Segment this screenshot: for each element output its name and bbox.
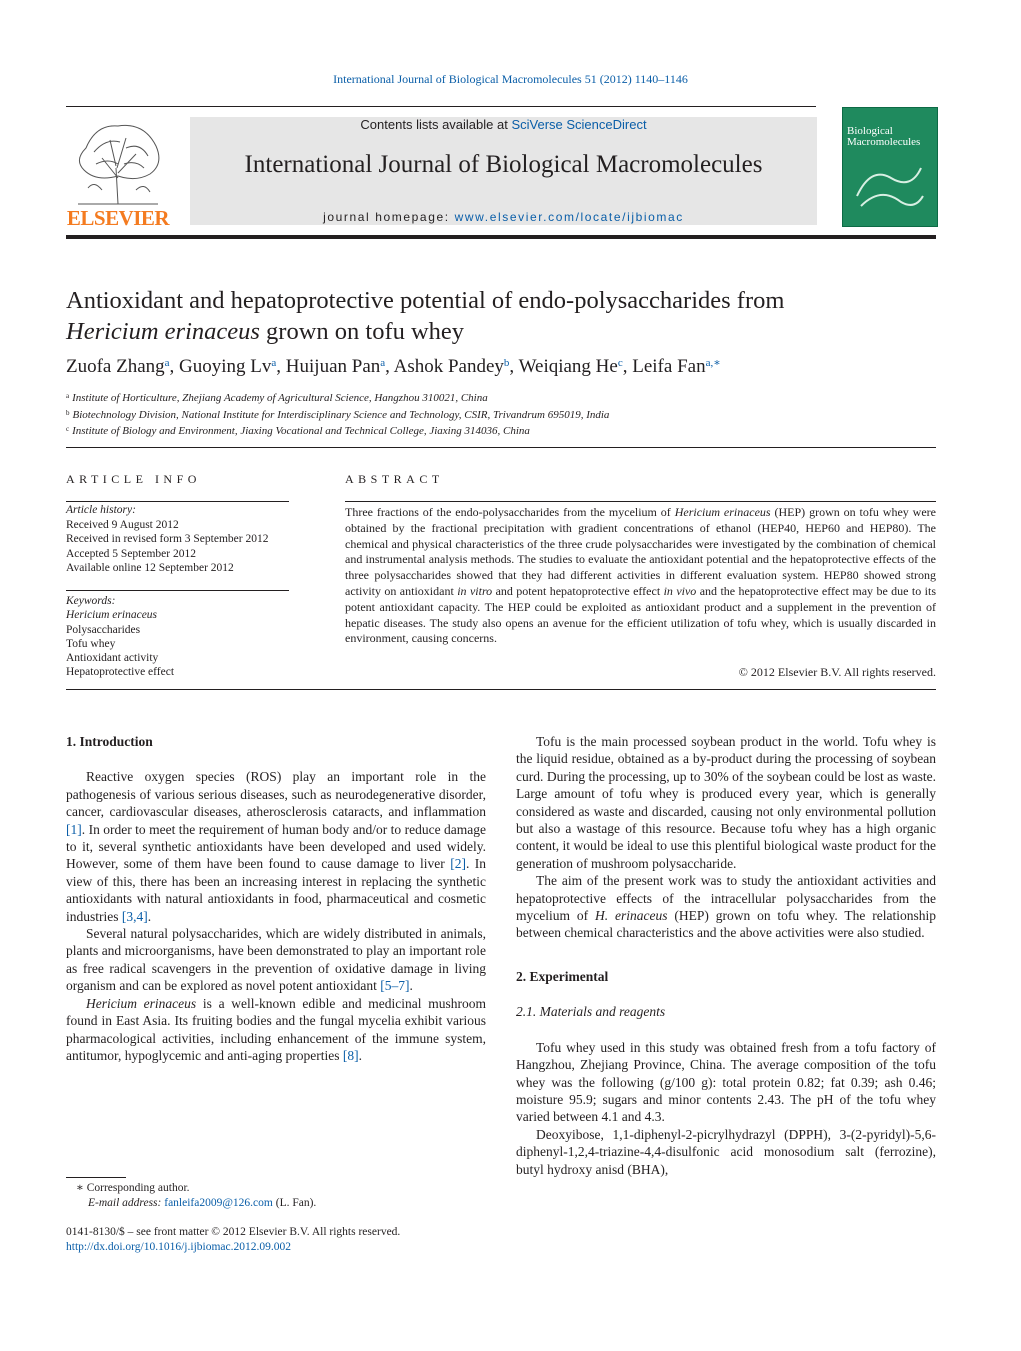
paragraph: Reactive oxygen species (ROS) play an important role in the pathogenesis of various serious diseases, such as neurodegenerative disorder, cancer, cardiovascular diseases, atherosclerosis cataracts, and inflammation [1]. In order to meet the requirement of human body and/or to reduce damage to it, several synthetic antioxidants have been developed and used widely. However, some of them have been found to cause damage to liver [2]. In view of this, there has been an increasing interest in replacing the synthetic antioxidants with natural antioxidants in food, pharmaceutical and cosmetic industries [3,4]. — [66, 769, 486, 924]
keyword: Polysaccharides — [66, 623, 141, 636]
sciencedirect-link[interactable]: SciVerse ScienceDirect — [511, 117, 647, 132]
header-rule — [66, 106, 816, 107]
cover-title: Biological Macromolecules — [847, 125, 921, 148]
subsection-heading-materials: 2.1. Materials and reagents — [516, 1004, 666, 1020]
article-history — [66, 503, 296, 576]
article-info-rule — [66, 501, 289, 502]
paragraph: The aim of the present work was to study the antioxidant activities and hepatoprotective effects of the intracellular polysaccharides from the mycelium of H. erinaceus (HEP) grown on tofu whey. The relationship between chemical characteristics and the above activities were also studied. — [516, 873, 937, 941]
affiliation-list — [66, 389, 946, 439]
history-label: Article history: — [66, 504, 136, 516]
paragraph: Tofu whey used in this study was obtained fresh from a tofu factory of Hangzhou, Zhejiang Province, China. The average composition of the tofu whey was the following (g/100 g): total protein 0.82; fat 0.39; ash 0.46; moisture 95.9; sugars and minor contents 2.43. The pH of the tofu whey varied between 4.1 and 4.3. — [516, 1039, 936, 1125]
section-heading-experimental: 2. Experimental — [516, 968, 609, 984]
title-line-1: Antioxidant and hepatoprotective potential of endo-polysaccharides from — [66, 287, 785, 314]
title-line-2: grown on tofu whey — [259, 318, 465, 345]
author[interactable]: Huijuan Pan$^a$ — [285, 356, 386, 377]
reference-link[interactable]: [2] — [450, 856, 466, 872]
contents-line — [190, 117, 817, 132]
history-item: Received in revised form 3 September 2012 — [66, 533, 269, 545]
abstract-copyright: © 2012 Elsevier B.V. All rights reserved. — [738, 665, 936, 679]
issn-line: 0141-8130/$ – see front matter © 2012 Elsevier B.V. All rights reserved. — [66, 1226, 401, 1238]
author-list: Zuofa Zhang$^a$, Guoying Lv$^a$, Huijuan Pan$^a$, Ashok Pandey$^b$, Weiqiang He$^c$, Leifa Fan$^{a,∗}$ — [66, 356, 721, 377]
journal-cover — [842, 107, 938, 227]
paragraph: Tofu is the main processed soybean product in the world. Tofu whey is the liquid residue, obtained as a by-product during the processing of soybean curd. During the processing, up to 30% of the soybean could be lost as waste. Large amount of tofu whey is produced every year, which is generally considered as waste and discarded, causing not only environmental pollution but also a wastage of this resource. Because tofu whey has a high organic content, it would be ideal to use this plentiful biological waste product for the generation of mushroom polysaccharide. — [516, 734, 936, 871]
paragraph: Several natural polysaccharides, which are widely distributed in animals, plants and microorganisms, have been demonstrated to play an important role as free radical scavengers in the prevention of oxidative damage in living organism and can be explored as novel potent antioxidant [5–7]. — [66, 926, 486, 994]
journal-title: International Journal of Biological Macromolecules — [244, 151, 763, 178]
reference-link[interactable]: [1] — [66, 821, 82, 837]
reference-link[interactable]: [8] — [342, 1047, 359, 1063]
keywords-list — [66, 594, 296, 680]
keyword: Tofu whey — [66, 637, 116, 650]
keyword: Antioxidant activity — [66, 652, 159, 665]
header-thick-rule — [66, 235, 936, 239]
keywords-rule — [66, 590, 289, 591]
email-label: E-mail address: — [88, 1197, 165, 1209]
keyword: Hepatoprotective effect — [66, 666, 175, 679]
article-title — [66, 285, 946, 347]
affiliation: $^a$ Institute of Horticulture, Zhejiang Academy of Agricultural Science, Hangzhou 310021, China — [66, 392, 488, 404]
title-species: Hericium erinaceus — [66, 318, 260, 345]
keywords-label: Keywords: — [66, 595, 116, 607]
reference-link[interactable]: [3,4] — [121, 908, 148, 924]
doi-link[interactable]: http://dx.doi.org/10.1016/j.ijbiomac.2012.09.002 — [66, 1241, 291, 1253]
article-info-heading: ARTICLE INFO — [66, 472, 201, 486]
corresponding-author-footnote: ∗ Corresponding author. E-mail address: fanleifa2009@126.com (L. Fan). — [66, 1181, 486, 1211]
history-item: Received 9 August 2012 — [66, 518, 179, 531]
body-rule — [66, 689, 936, 690]
affiliation: $^b$ Biotechnology Division, National Institute for Interdisciplinary Science and Technology, CSIR, Trivandrum 695019, India — [66, 408, 610, 421]
keyword: Hericium erinaceus — [66, 609, 158, 622]
paragraph: Deoxyibose, 1,1-diphenyl-2-picrylhydrazyl (DPPH), 3-(2-pyridyl)-5,6-diphenyl-1,2,4-triazine-4,4-disulfonic acid monosodium salt (ferrozine), butyl hydroxy anisd (BHA), — [516, 1126, 936, 1177]
reference-link[interactable]: [5–7] — [380, 978, 410, 994]
journal-homepage — [190, 210, 817, 224]
footnote-rule — [66, 1177, 126, 1178]
contents-prefix: Contents lists available at — [360, 117, 512, 132]
affiliation: $^c$ Institute of Biology and Environment, Jiaxing Vocational and Technical College, Jiaxing 314036, China — [66, 425, 530, 437]
abstract-text: Three fractions of the endo-polysaccharides from the mycelium of Hericium erinaceus (HEP) grown on tofu whey were obtained by the fractional precipitation with gradient concentrations of ethanol (HEP40, HEP60 and HEP80). The chemical and physical characteristics of the three crude polysaccharides were investigated by the combination of chemical and instrumental analysis methods. The studies to evaluate the antioxidant potential and the hepatoprotective effects of the three polysaccharides showed that they had different activities in different evaluation system. HEP80 showed strong activity on antioxidant in vitro and potent hepatoprotective effect in vivo and the hepatoprotective effect may be due to its potent antioxidant capacity. The HEP could be exploited as antioxidant product and a supplement in the prevention of hepatic diseases. The study also opens an avenue for the efficient utilization of tofu whey, which is usually discarded in environment, causing concerns. — [345, 505, 936, 646]
elsevier-wordmark: ELSEVIER — [66, 206, 170, 230]
corresponding-author-label: ∗ Corresponding author. — [76, 1182, 190, 1194]
publication-meta — [66, 1225, 566, 1255]
history-item: Accepted 5 September 2012 — [66, 547, 196, 560]
author[interactable]: Guoying Lv$^a$ — [179, 356, 277, 377]
email-link[interactable]: fanleifa2009@126.com — [164, 1197, 273, 1209]
paragraph: Hericium erinaceus is a well-known edible and medicinal mushroom found in East Asia. Its fruiting bodies and the fungal mycelia exhibit various pharmacological activities, including enhancement of the immune system, antitumor, hypoglycemic and anti-aging properties [8]. — [66, 995, 486, 1063]
author[interactable]: Ashok Pandey$^b$ — [393, 356, 510, 377]
left-column — [66, 733, 486, 1064]
journal-citation[interactable]: International Journal of Biological Macromolecules 51 (2012) 1140–1146 — [333, 72, 688, 86]
cover-molecule-image — [851, 156, 929, 216]
abstract-heading: ABSTRACT — [345, 472, 444, 486]
homepage-link[interactable]: www.elsevier.com/locate/ijbiomac — [454, 210, 684, 224]
homepage-prefix: journal homepage: — [323, 210, 455, 224]
history-item: Available online 12 September 2012 — [66, 562, 234, 574]
abstract-rule — [345, 501, 936, 502]
author[interactable]: Weiqiang He$^c$ — [518, 356, 623, 377]
right-column — [516, 733, 936, 1178]
section-rule — [66, 447, 936, 448]
section-heading-introduction: 1. Introduction — [66, 734, 153, 749]
author[interactable]: Zuofa Zhang$^a$ — [66, 356, 170, 377]
author[interactable]: Leifa Fan$^{a,∗}$ — [632, 356, 721, 377]
